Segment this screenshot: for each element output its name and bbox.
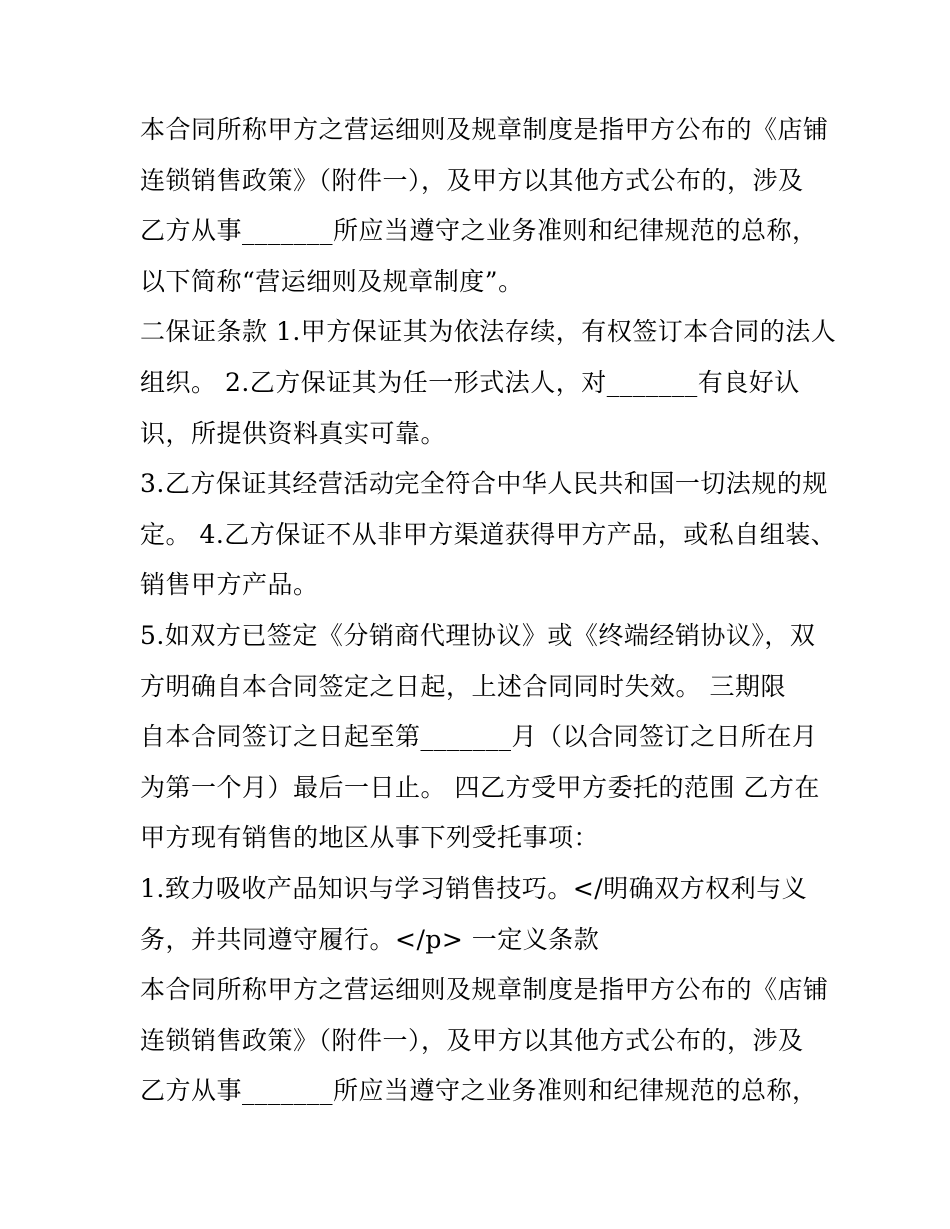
text-line: 连锁销售政策》（附件一），及甲方以其他方式公布的，涉及 — [140, 1025, 804, 1055]
text-line: 销售甲方产品。 — [140, 570, 319, 600]
text-line: 识，所提供资料真实可靠。 — [140, 418, 447, 448]
text-line: 1.致力吸收产品知识与学习销售技巧。</明确双方权利与义 — [140, 873, 808, 903]
text-line: 自本合同签订之日起至第_______月（以合同签订之日所在月 — [140, 722, 818, 752]
text-line: 5.如双方已签定《分销商代理协议》或《终端经销协议》，双 — [140, 620, 816, 650]
text-line: 本合同所称甲方之营运细则及规章制度是指甲方公布的《店铺 — [140, 115, 829, 144]
document-body — [140, 105, 837, 1117]
text-line: 本合同所称甲方之营运细则及规章制度是指甲方公布的《店铺 — [140, 975, 829, 1005]
text-line: 方明确自本合同签定之日起，上述合同同时失效。 三期限 — [140, 671, 786, 701]
text-line: 务，并共同遵守履行。</p> 一定义条款 — [140, 924, 600, 954]
text-line: 乙方从事_______所应当遵守之业务准则和纪律规范的总称， — [140, 1076, 818, 1106]
text-line: 以下简称“营运细则及规章制度”。 — [140, 266, 524, 296]
text-line: 组织。 2.乙方保证其为任一形式法人，对_______有良好认 — [140, 367, 800, 397]
text-line: 为第一个月）最后一日止。 四乙方受甲方委托的范围 乙方在 — [140, 772, 820, 802]
text-line: 连锁销售政策》（附件一），及甲方以其他方式公布的，涉及 — [140, 165, 804, 195]
text-line: 甲方现有销售的地区从事下列受托事项： — [140, 823, 600, 853]
text-line: 3.乙方保证其经营活动完全符合中华人民共和国一切法规的规 — [140, 469, 828, 499]
text-line: 定。 4.乙方保证不从非甲方渠道获得甲方产品，或私自组装、 — [140, 519, 837, 549]
text-line: 二保证条款 1.甲方保证其为依法存续，有权签订本合同的法人 — [140, 317, 837, 347]
text-line: 乙方从事_______所应当遵守之业务准则和纪律规范的总称， — [140, 216, 818, 246]
